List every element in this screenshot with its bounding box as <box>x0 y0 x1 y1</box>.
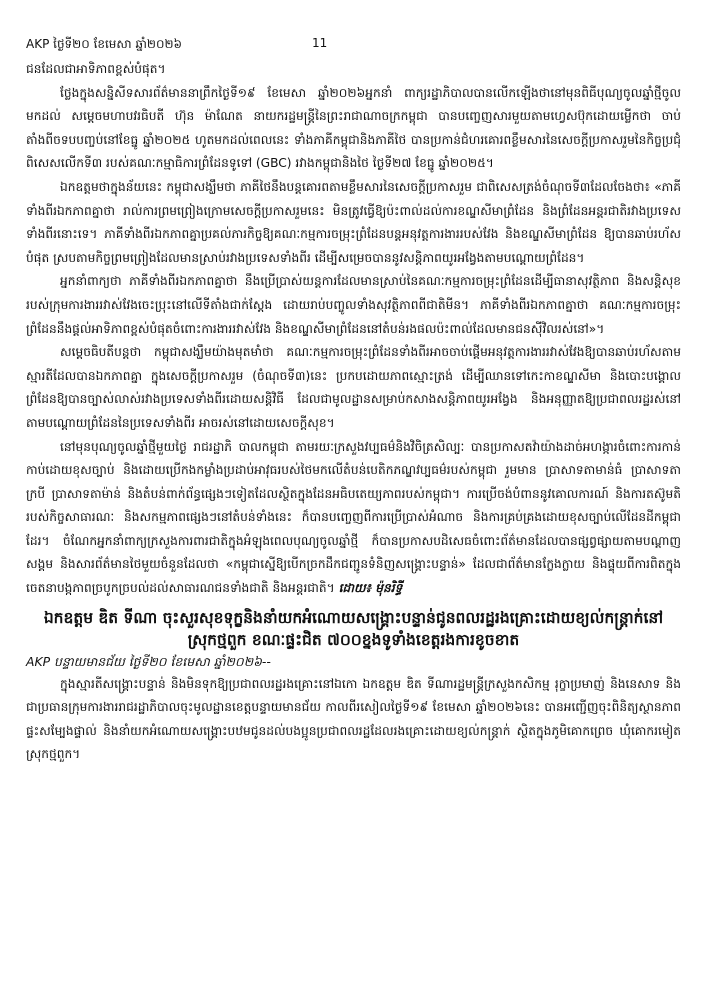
article-2-dateline: AKP បន្ទាយមានជ័យ ថ្ងៃទី២០ ខែមេសា ឆ្នាំ២០២៦-- <box>26 653 271 669</box>
article-1-paragraph: ឯកឧត្តមថាក្នុងន័យនេះ កម្ពុជាសង្ឃឹមថា ភាគីថៃនឹងបន្តគោរពតាមខ្លឹមសារនៃសេចក្ដីប្រកាសរួម ជាពិសេសត្រង់ចំណុចទី៣ដែលចែងថា៖ «ភាគីទាំងពីរឯកភាពគ្នាថា រាល់ការព្រមព្រៀងក្រោមសេចក្ដីប្រកាសរួមនេះ មិនត្រូវធ្វើឱ្យប៉ះពាល់ដល់ការខណ្ឌសីមាព្រំដែន និងព្រំដែនអន្តរជាតិរវាងប្រទេសទាំងពីរនោះទេ។ ភាគីទាំងពីរឯកភាពគ្នាប្រគល់ភារកិច្ចឱ្យគណៈកម្មការចម្រុះព្រំដែនបន្តអនុវត្តការងាររបស់វែង និងខណ្ឌសីមាព្រំដែន ឱ្យបានឆាប់រហ័សបំផុត ស្របតាមកិច្ចព្រមព្រៀងដែលមានស្រាប់រវាងប្រទេសទាំងពីរ ដើម្បីសម្រេចបាននូវសន្តិភាពយូរអង្វែងតាមបណ្ដោយព្រំដែន។ <box>26 179 681 265</box>
article-1-continuation: ជនដែលជាអាទិភាពខ្ពស់បំផុត។ <box>26 62 166 76</box>
article-2 <box>26 607 681 767</box>
page-header <box>26 36 681 58</box>
article-1-byline: ដោយ៖ ម៉ុនរិទ្ធី <box>338 581 403 596</box>
page-number: 11 <box>312 36 328 50</box>
article-2-paragraph: ក្នុងស្មារតីសង្គ្រោះបន្ទាន់ និងមិនទុកឱ្យប្រជាពលរដ្ឋរងគ្រោះនៅឯកោ ឯកឧត្តម ឌិត ទីណារដ្ឋមន្ត្រីក្រសួងកសិកម្ម រុក្ខាប្រមាញ់ និងនេសាទ និងជាប្រធានក្រុមការងាររាជរដ្ឋាភិបាលចុះមូលដ្ឋានខេត្តបន្ទាយមានជ័យ កាលពីរសៀលថ្ងៃទី១៩ ខែមេសា ឆ្នាំ២០២៦នេះ បានអញ្ជើញចុះពិនិត្យស្ថានភាពផ្ទះសម្បែងផ្ទាល់ និងនាំយកអំណោយសង្គ្រោះបឋមជូនដល់បងប្អូនប្រជាពលរដ្ឋដែលរងគ្រោះដោយខ្យល់កន្ត្រាក់ ស្ថិតក្នុងភូមិគោកព្រេច ឃុំគោករមៀត ស្រុកថ្មពួក។ <box>26 676 681 762</box>
article-1-paragraph: ថ្លែងក្នុងសន្និសីទសារព័ត៌មាននាព្រឹកថ្ងៃទី១៩ ខែមេសា ឆ្នាំ២០២៦អ្នកនាំ ពាក្យរដ្ឋាភិបាលបានលើកឡើងថានៅមុនពិធីបុណ្យចូលឆ្នាំថ្មីចូលមកដល់ សម្ដេចមហាបវរធិបតី ហ៊ុន ម៉ាណែត នាយករដ្ឋមន្ត្រីនៃព្រះរាជាណាចក្រកម្ពុជា បានបញ្ចេញសារមួយតាមហ្វេសប៊ុកដោយម្លើកថា ចាប់តាំងពីចទបបញ្ចប់នៅខែធ្នូ ឆ្នាំ២០២៥ ហូតមកដល់ពេលនេះ ទាំងភាគីកម្ពុជានិងភាគីថៃ បានប្រកាន់ជំហរគោរពខ្លឹមសារនៃសេចក្ដីប្រកាសរួមនៃកិច្ចប្រជុំពិសេសលើកទី៣ របស់គណៈកម្មាធិការព្រំដែនទូទៅ (GBC) រវាងកម្ពុជានិងថៃ ថ្ងៃទី២៧ ខែធ្នូ ឆ្នាំ២០២៥។ <box>26 85 681 171</box>
article-2-headline: ឯកឧត្តម ឌិត ទីណា ចុះសួរសុខទុក្ខនិងនាំយកអំណោយសង្គ្រោះបន្ទាន់ជូនពលរដ្ឋរងគ្រោះដោយខ្យល់កន្ត្រាក់នៅស្រុកថ្មពួក ខណៈផ្ទះជិត ៧០០ខ្នងទូទាំងខេត្តរងការខូចខាត <box>43 608 664 649</box>
article-1-paragraph-text: នៅមុនបុណ្យចូលឆ្នាំថ្មីមួយថ្ងៃ រាជរដ្ឋាភិ បាលកម្ពុជា តាមរយៈក្រសួងវប្បធម៌និងវិចិត្រសិល្បៈ បានប្រកាសតវ៉ាយ៉ាងដាច់អហង្ការចំពោះការកាន់កាប់ដោយខុសច្បាប់ និងដោយប្រើកងកម្លាំងប្រដាប់អាវុធរបស់ថៃមកលើតំបន់បេតិកភណ្ឌវប្បធម៌របស់កម្ពុជា រួមមាន ប្រាសាទតាមាន់ធំ ប្រាសាទតាក្របី ប្រាសាទតាម៉ាន់ និងតំបន់ពាក់ព័ន្ធផ្សេងៗទៀតដែលស្ថិតក្នុងដែនអធិបតេយ្យភាពរបស់កម្ពុជា។ ការប្រើចង់បំពាននូវគោលការណ៍ និងការតស៊ូមតិរបស់កិច្ចសាធារណៈ និងសកម្មភាពផ្សេងៗនៅតំបន់ទាំងនេះ ក៏បានបញ្ចេញពីការប្រើប្រាស់អំណាច និងការគ្រប់គ្រងដោយខុសច្បាប់លើដែនដីកម្ពុជាដែរ។ ចំណែកអ្នកនាំពាក្យក្រសួងការពារជាតិក្នុងអំឡុងពេលបុណ្យចូលឆ្នាំថ្មី ក៏បានប្រកាសបដិសេធចំពោះព័ត៌មានដែលបានផ្សព្វផ្សាយតាមបណ្ដាញសង្គម និងសារព័ត៌មានថៃមួយចំនួនដែលថា «កម្ពុជាស្នើឱ្យបើកច្រកដឹកជញ្ជូនទំនិញសង្គ្រោះបន្ទាន់» ដែលជាព័ត៌មានក្លែងក្លាយ និងផ្ទុយពីការពិតក្នុងចេតនាបង្កភាពច្របូកច្របល់ដល់សាធារណជនទាំងជាតិ និងអន្តរជាតិ។ <box>26 439 681 596</box>
header-dateline: AKP ថ្ងៃទី២០ ខែមេសា ឆ្នាំ២០២៦ <box>26 37 183 51</box>
article-1-paragraph: អ្នកនាំពាក្យថា ភាគីទាំងពីរឯកភាពគ្នាថា នឹងប្រើប្រាស់យន្តការដែលមានស្រាប់នៃគណៈកម្មការចម្រុះព្រំដែនដើម្បីធានាសុវត្ថិភាព និងសន្តិសុខរបស់ក្រុមការងាររវាស់វែងចេះប្រុះនៅលើទីតាំងជាក់ស្ដែង ដោយរាប់បញ្ចូលទាំងសុវត្ថិភាពពីជាតិមីន។ ភាគីទាំងពីរឯកភាពគ្នាថា គណៈកម្មការចម្រុះព្រំដែននឹងផ្ដល់អាទិភាពខ្ពស់បំផុតចំពោះការងាររវាស់វែង និងខណ្ឌសីមាព្រំដែននៅតំបន់រងផលប៉ះពាល់ដែលមានជនស៊ីវិលរស់នៅ»។ <box>26 274 681 336</box>
article-1-paragraph-with-byline <box>26 436 681 601</box>
article-1 <box>26 58 681 601</box>
article-1-paragraph: សម្ដេចធិបតីបន្តថា កម្ពុជាសង្ឃឹមយ៉ាងមុតមាំថា គណៈកម្មការចម្រុះព្រំដែនទាំងពីរអាចចាប់ផ្ដើមអនុវត្តការងាររវាស់វែងឱ្យបានឆាប់រហ័សតាមស្មារតីដែលបានឯកភាពគ្នា ក្នុងសេចក្ដីប្រកាសរួម (ចំណុចទី៣)នេះ ប្រកបដោយភាពស្មោះត្រង់ ដើម្បីឈានទៅកេះកាខណ្ឌសីមា និងបោះបង្គោលព្រំដែនឱ្យបានច្បាស់លាស់រវាងប្រទេសទាំងពីរដោយសន្តិវិធី ដែលជាមូលដ្ឋានសម្រាប់កសាងសន្តិភាពយូរអង្វែង និងអនុញ្ញាតឱ្យប្រជាពលរដ្ឋរស់នៅតាមបណ្ដោយព្រំដែននៃប្រទេសទាំងពីរ អាចរស់នៅដោយសេចក្ដីសុខ។ <box>26 345 681 430</box>
